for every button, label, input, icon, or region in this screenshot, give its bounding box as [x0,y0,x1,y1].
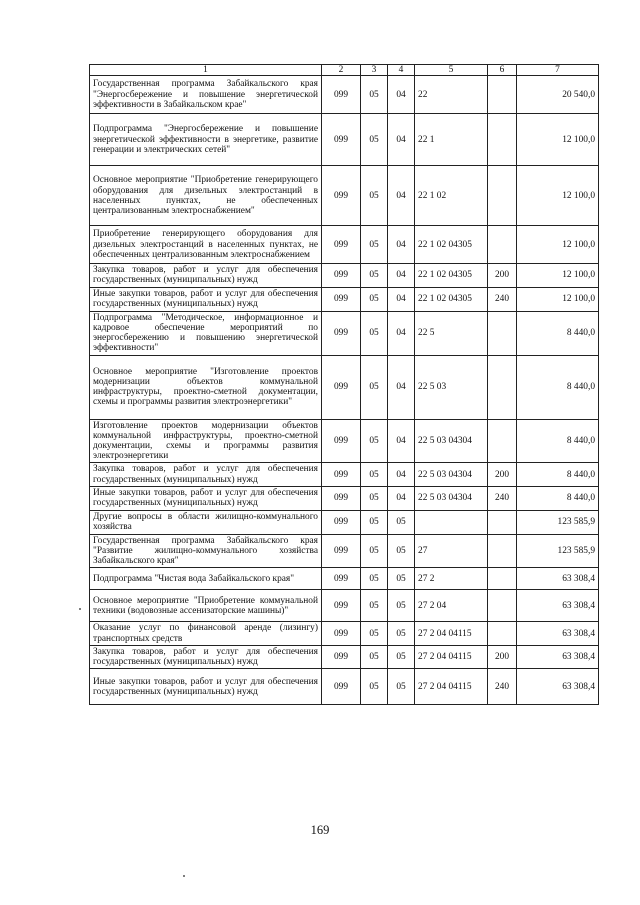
table-row [90,622,599,645]
row-name: Закупка товаров, работ и услуг для обеспечения государственных (муниципальных) нужд [90,463,322,486]
expense-type-code: 240 [488,669,517,705]
ministry-code: 099 [322,114,361,166]
target-article-code: 22 1 02 04305 [415,226,488,264]
subsection-code: 05 [388,534,415,568]
section-code: 05 [361,534,388,568]
amount: 123 585,9 [517,534,599,568]
expense-type-code [488,311,517,355]
ministry-code: 099 [322,510,361,534]
amount: 20 540,0 [517,76,599,114]
section-code: 05 [361,419,388,463]
subsection-code: 04 [388,76,415,114]
table-row [90,287,599,311]
column-header: 1 [90,65,322,76]
row-name: Государственная программа Забайкальского края "Развитие жилищно-коммунального хозяйства Забайкальского края" [90,534,322,568]
table-row [90,355,599,419]
section-code: 05 [361,355,388,419]
expense-type-code: 240 [488,486,517,510]
expense-type-code [488,590,517,622]
expense-type-code [488,355,517,419]
ministry-code: 099 [322,669,361,705]
scan-speck [79,608,81,610]
amount: 12 100,0 [517,287,599,311]
row-name: Приобретение генерирующего оборудования для дизельных электростанций в населенных пунктах, не обеспеченных централизованным электроснабжением [90,226,322,264]
table-row [90,534,599,568]
section-code: 05 [361,311,388,355]
section-code: 05 [361,226,388,264]
column-header: 5 [415,65,488,76]
amount: 63 308,4 [517,645,599,668]
ministry-code: 099 [322,419,361,463]
column-header: 3 [361,65,388,76]
subsection-code: 05 [388,669,415,705]
amount: 63 308,4 [517,622,599,645]
target-article-code: 27 2 04 [415,590,488,622]
amount: 12 100,0 [517,114,599,166]
expense-type-code [488,166,517,226]
ministry-code: 099 [322,622,361,645]
target-article-code: 22 1 [415,114,488,166]
amount: 12 100,0 [517,264,599,287]
subsection-code: 05 [388,590,415,622]
table-header-row [90,65,599,76]
target-article-code: 22 5 03 [415,355,488,419]
table-row [90,463,599,486]
subsection-code: 04 [388,463,415,486]
amount: 8 440,0 [517,486,599,510]
section-code: 05 [361,568,388,590]
expense-type-code [488,114,517,166]
ministry-code: 099 [322,645,361,668]
target-article-code: 22 1 02 04305 [415,264,488,287]
subsection-code: 04 [388,486,415,510]
section-code: 05 [361,114,388,166]
expense-type-code: 200 [488,645,517,668]
subsection-code: 05 [388,622,415,645]
section-code: 05 [361,622,388,645]
section-code: 05 [361,645,388,668]
amount: 8 440,0 [517,463,599,486]
ministry-code: 099 [322,355,361,419]
expense-type-code: 200 [488,264,517,287]
target-article-code: 27 2 04 04115 [415,645,488,668]
row-name: Закупка товаров, работ и услуг для обеспечения государственных (муниципальных) нужд [90,264,322,287]
row-name: Подпрограмма "Энергосбережение и повышение энергетической эффективности в энергетике, развитие генерации и электрических сетей" [90,114,322,166]
amount: 63 308,4 [517,568,599,590]
row-name: Иные закупки товаров, работ и услуг для обеспечения государственных (муниципальных) нужд [90,486,322,510]
subsection-code: 05 [388,568,415,590]
section-code: 05 [361,486,388,510]
ministry-code: 099 [322,166,361,226]
section-code: 05 [361,166,388,226]
expense-type-code [488,534,517,568]
target-article-code: 22 1 02 [415,166,488,226]
table-row [90,419,599,463]
section-code: 05 [361,264,388,287]
subsection-code: 05 [388,645,415,668]
table-row [90,486,599,510]
ministry-code: 099 [322,534,361,568]
target-article-code: 22 [415,76,488,114]
section-code: 05 [361,590,388,622]
amount: 123 585,9 [517,510,599,534]
subsection-code: 05 [388,510,415,534]
subsection-code: 04 [388,226,415,264]
subsection-code: 04 [388,264,415,287]
table-row [90,264,599,287]
table-row [90,568,599,590]
target-article-code: 27 2 04 04115 [415,669,488,705]
row-name: Иные закупки товаров, работ и услуг для обеспечения государственных (муниципальных) нужд [90,669,322,705]
row-name: Государственная программа Забайкальского края "Энергосбережение и повышение энергетической эффективности в Забайкальском крае" [90,76,322,114]
amount: 12 100,0 [517,226,599,264]
section-code: 05 [361,287,388,311]
section-code: 05 [361,510,388,534]
section-code: 05 [361,463,388,486]
subsection-code: 04 [388,311,415,355]
ministry-code: 099 [322,76,361,114]
target-article-code: 27 2 [415,568,488,590]
ministry-code: 099 [322,287,361,311]
row-name: Другие вопросы в области жилищно-коммунального хозяйства [90,510,322,534]
subsection-code: 04 [388,287,415,311]
ministry-code: 099 [322,226,361,264]
target-article-code: 22 5 03 04304 [415,486,488,510]
table-row [90,645,599,668]
expense-type-code [488,419,517,463]
table-row [90,226,599,264]
column-header: 2 [322,65,361,76]
section-code: 05 [361,76,388,114]
expense-type-code [488,622,517,645]
target-article-code: 22 5 03 04304 [415,419,488,463]
expense-type-code [488,568,517,590]
subsection-code: 04 [388,166,415,226]
amount: 63 308,4 [517,590,599,622]
row-name: Оказание услуг по финансовой аренде (лизингу) транспортных средств [90,622,322,645]
expense-type-code: 240 [488,287,517,311]
page-number: 169 [310,823,330,837]
target-article-code: 22 5 03 04304 [415,463,488,486]
row-name: Основное мероприятие "Приобретение коммунальной техники (водовозные ассенизаторские машины)" [90,590,322,622]
row-name: Иные закупки товаров, работ и услуг для обеспечения государственных (муниципальных) нужд [90,287,322,311]
amount: 63 308,4 [517,669,599,705]
amount: 12 100,0 [517,166,599,226]
column-header: 7 [517,65,599,76]
expense-type-code [488,226,517,264]
row-name: Закупка товаров, работ и услуг для обеспечения государственных (муниципальных) нужд [90,645,322,668]
column-header: 6 [488,65,517,76]
row-name: Основное мероприятие "Приобретение генерирующего оборудования для дизельных электростанций в населенных пунктах, не обеспеченных централизованным электроснабжением" [90,166,322,226]
ministry-code: 099 [322,568,361,590]
subsection-code: 04 [388,114,415,166]
column-header: 4 [388,65,415,76]
amount: 8 440,0 [517,419,599,463]
table-row [90,590,599,622]
target-article-code: 22 5 [415,311,488,355]
row-name: Изготовление проектов модернизации объектов коммунальной инфраструктуры, проектно-сметной документации, схемы и программы развития электроэнергетики [90,419,322,463]
table-row [90,311,599,355]
target-article-code [415,510,488,534]
ministry-code: 099 [322,486,361,510]
table-row [90,669,599,705]
row-name: Подпрограмма "Чистая вода Забайкальского края" [90,568,322,590]
budget-table [89,64,599,705]
section-code: 05 [361,669,388,705]
table-row [90,510,599,534]
expense-type-code [488,510,517,534]
subsection-code: 04 [388,419,415,463]
target-article-code: 22 1 02 04305 [415,287,488,311]
target-article-code: 27 [415,534,488,568]
row-name: Основное мероприятие "Изготовление проектов модернизации объектов коммунальной инфраструктуры, проектно-сметной документации, схемы и программы развития электроэнергетики" [90,355,322,419]
ministry-code: 099 [322,264,361,287]
subsection-code: 04 [388,355,415,419]
table-row [90,76,599,114]
ministry-code: 099 [322,463,361,486]
row-name: Подпрограмма "Методическое, информационное и кадровое обеспечение мероприятий по энергосбережению и повышению энергетической эффективности" [90,311,322,355]
ministry-code: 099 [322,590,361,622]
target-article-code: 27 2 04 04115 [415,622,488,645]
ministry-code: 099 [322,311,361,355]
table-row [90,114,599,166]
amount: 8 440,0 [517,355,599,419]
amount: 8 440,0 [517,311,599,355]
expense-type-code: 200 [488,463,517,486]
expense-type-code [488,76,517,114]
table-row [90,166,599,226]
scan-speck [183,875,185,877]
